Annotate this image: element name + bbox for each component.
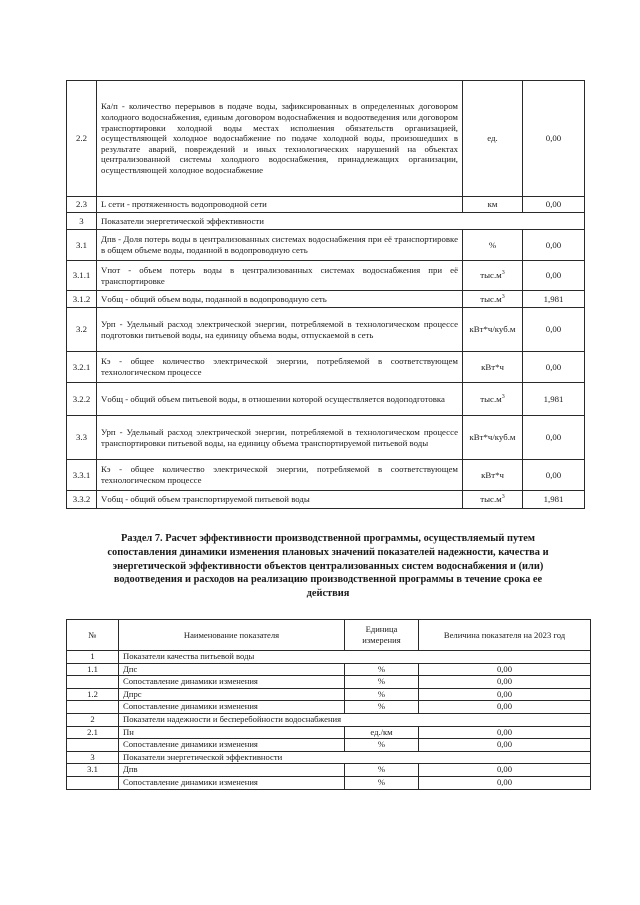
table-row bbox=[67, 352, 585, 383]
value-cell: 0,00 bbox=[419, 776, 591, 789]
row-number: 3 bbox=[67, 213, 97, 230]
indicator-name: Дпрс bbox=[119, 688, 345, 701]
table-row bbox=[67, 739, 591, 752]
table-row bbox=[67, 663, 591, 676]
row-number: 2.2 bbox=[67, 81, 97, 197]
indicator-name: L сети - протяженность водопроводной сети bbox=[97, 197, 463, 213]
indicator-name: Сопоставление динамики изменения bbox=[119, 739, 345, 752]
indicator-name: Vобщ - общий объем питьевой воды, в отношении которой осуществляется водоподготовка bbox=[97, 383, 463, 416]
table-row bbox=[67, 81, 585, 197]
table-section-row bbox=[67, 713, 591, 726]
indicator-name: Сопоставление динамики изменения bbox=[119, 676, 345, 689]
table-row bbox=[67, 197, 585, 213]
table-row bbox=[67, 688, 591, 701]
row-number bbox=[67, 701, 119, 714]
value-cell: 0,00 bbox=[523, 261, 585, 291]
row-number: 3.2.1 bbox=[67, 352, 97, 383]
unit-cell: % bbox=[345, 764, 419, 777]
row-number: 1.2 bbox=[67, 688, 119, 701]
unit-cell: км bbox=[463, 197, 523, 213]
table-row bbox=[67, 701, 591, 714]
row-number: 3.1.2 bbox=[67, 291, 97, 308]
unit-cell: ед. bbox=[463, 81, 523, 197]
value-cell: 1,981 bbox=[523, 383, 585, 416]
value-cell: 0,00 bbox=[523, 416, 585, 460]
table-section-row bbox=[67, 751, 591, 764]
row-number: 3 bbox=[67, 751, 119, 764]
row-number: 3.1 bbox=[67, 764, 119, 777]
value-cell: 0,00 bbox=[419, 688, 591, 701]
indicator-name: Урп - Удельный расход электрической энергии, потребляемой в технологическом процессе транспортировки питьевой воды, на единицу объема транспортируемой питьевой воды bbox=[97, 416, 463, 460]
indicator-name: Кэ - общее количество электрической энергии, потребляемой в соответствующем технологическом процессе bbox=[97, 460, 463, 491]
indicator-name: Дпв - Доля потерь воды в централизованных системах водоснабжения при её транспортировке в общем объеме воды, поданной в водопроводную сеть bbox=[97, 230, 463, 261]
unit-cell: % bbox=[345, 776, 419, 789]
heading-line: действия bbox=[306, 588, 350, 600]
row-number: 3.3 bbox=[67, 416, 97, 460]
indicator-name: Пн bbox=[119, 726, 345, 739]
table-row bbox=[67, 291, 585, 308]
section-heading bbox=[70, 532, 586, 601]
indicator-name: Урп - Удельный расход электрической энергии, потребляемой в технологическом процессе подготовки питьевой воды, на единицу объема воды, отпускаемой в сеть bbox=[97, 308, 463, 352]
row-number: 3.3.1 bbox=[67, 460, 97, 491]
table-row bbox=[67, 308, 585, 352]
table-row bbox=[67, 230, 585, 261]
indicator-name: Ка/п - количество перерывов в подаче воды, зафиксированных в определенных договором холодного водоснабжения, единым договором водоснабжения и водоотведения или договором транспортировки холодной воды местах исполнения обязательств организацией, осуществляющей холодное водоснабжение по подаче холодной воды, произошедших в результате аварий, повреждений и иных технологических нарушений на объектах централизованной системы холодного водоснабжения, принадлежащих организации, осуществляющей холодное водоснабжение bbox=[97, 81, 463, 197]
value-cell: 0,00 bbox=[523, 230, 585, 261]
section-title: Показатели качества питьевой воды bbox=[119, 651, 591, 664]
section-title: Показатели энергетической эффективности bbox=[119, 751, 591, 764]
table-row bbox=[67, 491, 585, 509]
unit-cell: % bbox=[463, 230, 523, 261]
unit-cell: $тыс.м^3$ bbox=[463, 261, 523, 291]
value-cell: 0,00 bbox=[523, 197, 585, 213]
indicators-table bbox=[66, 80, 585, 509]
table-section-row bbox=[67, 651, 591, 664]
section-title: Показатели энергетической эффективности bbox=[97, 213, 585, 230]
row-number bbox=[67, 739, 119, 752]
table-row bbox=[67, 261, 585, 291]
row-number: 3.1 bbox=[67, 230, 97, 261]
value-cell: 0,00 bbox=[523, 308, 585, 352]
row-number: 3.3.2 bbox=[67, 491, 97, 509]
unit-cell: кВт*ч bbox=[463, 460, 523, 491]
unit-cell: % bbox=[345, 676, 419, 689]
row-number: 3.1.1 bbox=[67, 261, 97, 291]
unit-cell: ед./км bbox=[345, 726, 419, 739]
header-value: Величина показателя на 2023 год bbox=[419, 620, 591, 651]
header-number: № bbox=[67, 620, 119, 651]
unit-cell: $тыс.м^3$ bbox=[463, 291, 523, 308]
unit-cell: % bbox=[345, 739, 419, 752]
unit-cell: кВт*ч/куб.м bbox=[463, 308, 523, 352]
indicator-name: Сопоставление динамики изменения bbox=[119, 701, 345, 714]
indicator-name: Кэ - общее количество электрической энергии, потребляемой в соответствующем технологическом процессе bbox=[97, 352, 463, 383]
heading-line: сопоставления динамики изменения плановых значений показателей надежности, качества и bbox=[107, 546, 549, 558]
table-row bbox=[67, 776, 591, 789]
table-row bbox=[67, 726, 591, 739]
value-cell: 0,00 bbox=[419, 701, 591, 714]
value-cell: 0,00 bbox=[419, 764, 591, 777]
unit-cell: кВт*ч bbox=[463, 352, 523, 383]
row-number: 2.3 bbox=[67, 197, 97, 213]
indicator-name: Vобщ - общий объем транспортируемой питьевой воды bbox=[97, 491, 463, 509]
table-row bbox=[67, 460, 585, 491]
table-row bbox=[67, 383, 585, 416]
heading-line: Раздел 7. Расчет эффективности производственной программы, осуществляемый путем bbox=[121, 533, 535, 544]
table-row bbox=[67, 676, 591, 689]
section-title: Показатели надежности и бесперебойности водоснабжения bbox=[119, 713, 591, 726]
indicator-name: Дпс bbox=[119, 663, 345, 676]
value-cell: 0,00 bbox=[419, 739, 591, 752]
table-row bbox=[67, 416, 585, 460]
unit-cell: % bbox=[345, 663, 419, 676]
row-number: 3.2 bbox=[67, 308, 97, 352]
table-header-row bbox=[67, 620, 591, 651]
table-row bbox=[67, 764, 591, 777]
heading-line: энергетической эффективности объектов централизованных систем водоснабжения и (или) bbox=[112, 560, 544, 572]
row-number: 2 bbox=[67, 713, 119, 726]
indicator-name: Vпот - объем потерь воды в централизованных системах водоснабжения при её транспортировке bbox=[97, 261, 463, 291]
row-number: 3.2.2 bbox=[67, 383, 97, 416]
indicator-name: Дпв bbox=[119, 764, 345, 777]
row-number bbox=[67, 676, 119, 689]
row-number: 2.1 bbox=[67, 726, 119, 739]
header-name: Наименование показателя bbox=[119, 620, 345, 651]
row-number bbox=[67, 776, 119, 789]
unit-cell: % bbox=[345, 701, 419, 714]
table-section-row bbox=[67, 213, 585, 230]
value-cell: 0,00 bbox=[419, 726, 591, 739]
header-unit: Единица измерения bbox=[345, 620, 419, 651]
unit-cell: $тыс.м^3$ bbox=[463, 491, 523, 509]
value-cell: 0,00 bbox=[523, 460, 585, 491]
value-cell: 0,00 bbox=[523, 81, 585, 197]
value-cell: 0,00 bbox=[419, 676, 591, 689]
value-cell: 1,981 bbox=[523, 291, 585, 308]
unit-cell: кВт*ч/куб.м bbox=[463, 416, 523, 460]
row-number: 1 bbox=[67, 651, 119, 664]
row-number: 1.1 bbox=[67, 663, 119, 676]
indicator-name: Vобщ - общий объем воды, поданной в водопроводную сеть bbox=[97, 291, 463, 308]
heading-line: водоотведения и расходов на реализацию производственной программы в течение срока ее bbox=[113, 574, 543, 586]
indicator-name: Сопоставление динамики изменения bbox=[119, 776, 345, 789]
efficiency-table bbox=[66, 619, 591, 790]
value-cell: 1,981 bbox=[523, 491, 585, 509]
unit-cell: $тыс.м^3$ bbox=[463, 383, 523, 416]
unit-cell: % bbox=[345, 688, 419, 701]
value-cell: 0,00 bbox=[419, 663, 591, 676]
value-cell: 0,00 bbox=[523, 352, 585, 383]
